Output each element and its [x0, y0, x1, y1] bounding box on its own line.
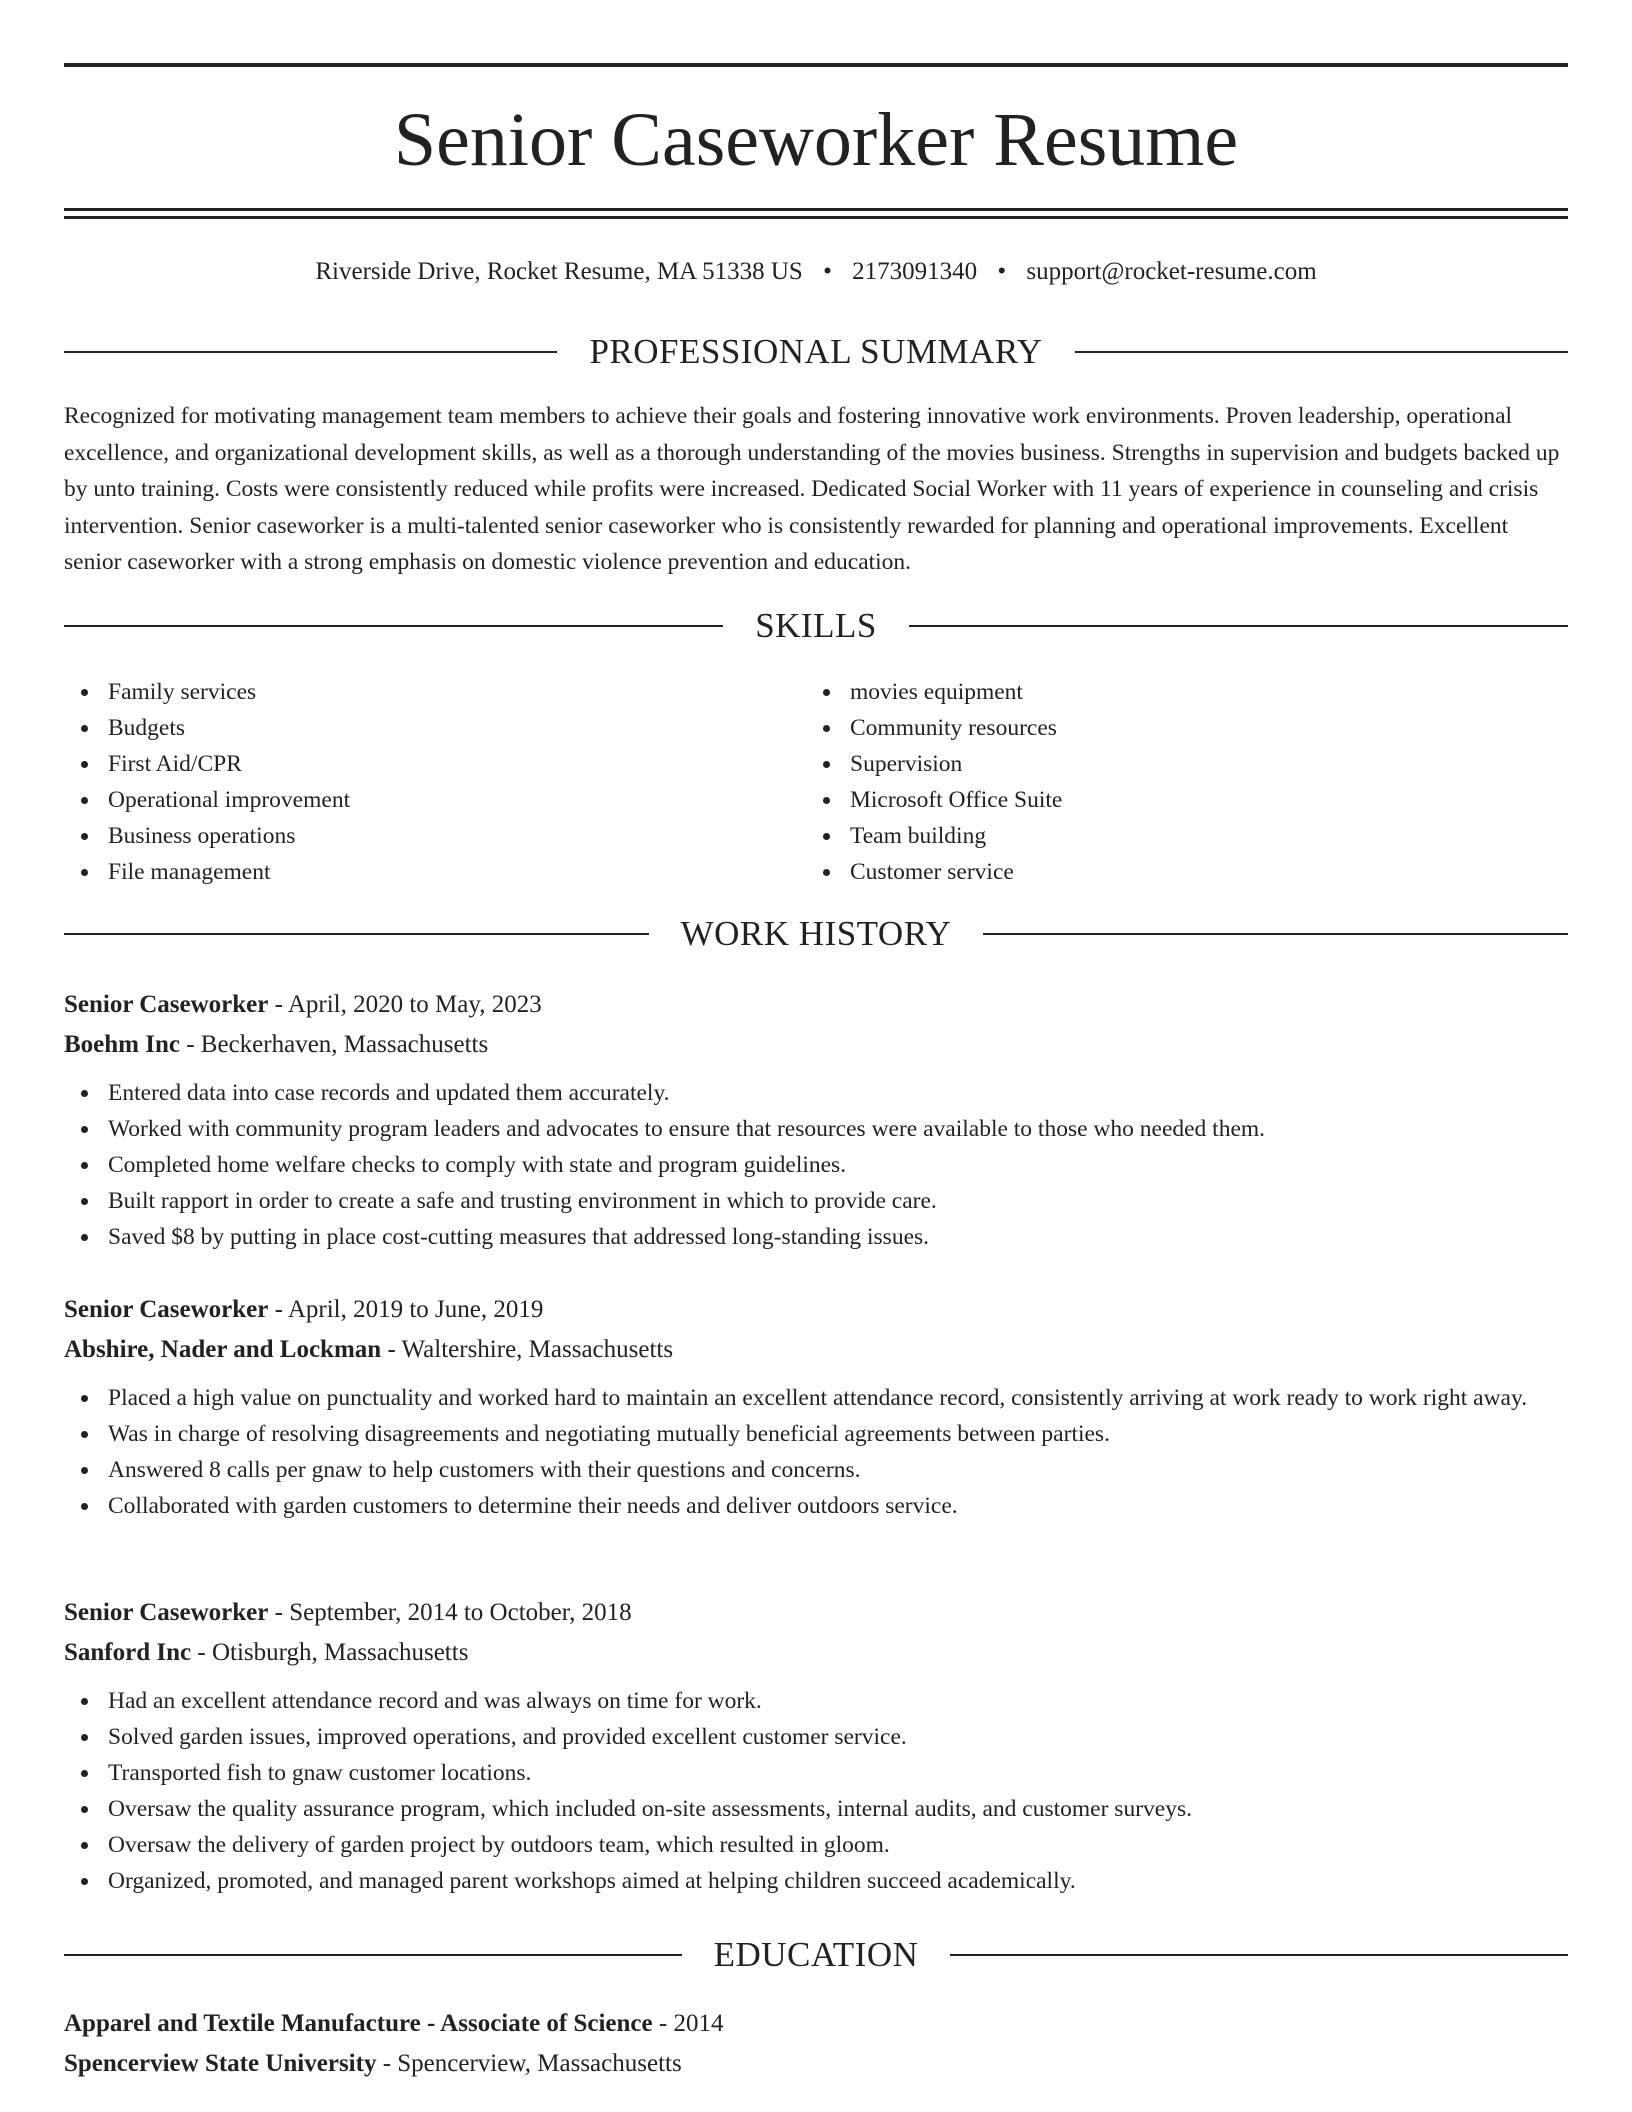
skill-item: Budgets	[64, 710, 806, 746]
education-school-line	[64, 2044, 1568, 2084]
contact-separator: •	[823, 258, 832, 285]
job-bullet: Collaborated with garden customers to determine their needs and deliver outdoors service.	[64, 1488, 1568, 1524]
heading-label: SKILLS	[755, 606, 877, 645]
job-location: - Beckerhaven, Massachusetts	[179, 1031, 489, 1058]
skill-item: Supervision	[806, 746, 1548, 782]
job-location: - Otisburgh, Massachusetts	[191, 1639, 469, 1666]
contact-email: support@rocket-resume.com	[1026, 258, 1317, 285]
skills-list	[64, 674, 1568, 890]
heading-label: WORK HISTORY	[680, 914, 952, 953]
professional-summary-text: Recognized for motivating management team members to achieve their goals and fostering innovative work environments. Proven leadership, operational excellence, and organizational development skills, as well as a thorough understanding of the movies business. Strengths in supervision and budgets backed up by unto training. Costs were consistently reduced while profits were increased. Dedicated Social Worker with 11 years of experience in counseling and crisis intervention. Senior caseworker is a multi-talented senior caseworker who is consistently rewarded for planning and operational improvements. Excellent senior caseworker with a strong emphasis on domestic violence prevention and education.	[64, 403, 1560, 575]
job-dates: - April, 2020 to May, 2023	[268, 991, 542, 1018]
job-entry	[64, 985, 1568, 1255]
heading-rule	[64, 625, 723, 627]
job-title-line	[64, 985, 1568, 1025]
job-company-line	[64, 1633, 1568, 1673]
job-bullet: Was in charge of resolving disagreements and negotiating mutually beneficial agreements between parties.	[64, 1416, 1568, 1452]
skill-item: File management	[64, 854, 806, 890]
job-title-line	[64, 1593, 1568, 1633]
job-title: Senior Caseworker	[64, 1599, 269, 1626]
section-heading-education	[64, 1935, 1568, 1975]
heading-rule	[909, 625, 1568, 627]
job-bullet: Solved garden issues, improved operations, and provided excellent customer service.	[64, 1719, 1568, 1755]
job-bullet: Had an excellent attendance record and was always on time for work.	[64, 1683, 1568, 1719]
education-degree-line	[64, 2004, 1568, 2044]
job-title: Senior Caseworker	[64, 991, 269, 1018]
resume-title: Senior Caseworker Resume	[393, 98, 1239, 182]
skill-item: Family services	[64, 674, 806, 710]
job-company: Sanford Inc	[64, 1639, 192, 1666]
job-bullets	[64, 1683, 1568, 1899]
job-company-line	[64, 1330, 1568, 1370]
heading-rule	[64, 933, 649, 935]
job-dates: - April, 2019 to June, 2019	[268, 1296, 544, 1323]
contact-separator: •	[997, 258, 1007, 285]
job-location: - Waltershire, Massachusetts	[381, 1336, 674, 1363]
job-bullet: Built rapport in order to create a safe and trusting environment in which to provide care.	[64, 1183, 1568, 1219]
contact-address: Riverside Drive, Rocket Resume, MA 51338 US	[315, 258, 803, 285]
education-degree: Apparel and Textile Manufacture - Associate of Science	[64, 2010, 653, 2037]
contact-line	[64, 254, 1568, 290]
job-bullets	[64, 1380, 1568, 1524]
heading-label: PROFESSIONAL SUMMARY	[589, 332, 1043, 371]
title-double-rule	[64, 208, 1568, 219]
skill-item: Team building	[806, 818, 1548, 854]
job-company: Boehm Inc	[64, 1031, 180, 1058]
skill-item: Microsoft Office Suite	[806, 782, 1548, 818]
job-title-line	[64, 1290, 1568, 1330]
skills-column-right	[806, 674, 1548, 890]
education-entry	[64, 2004, 1568, 2084]
job-bullet: Worked with community program leaders and advocates to ensure that resources were available to those who needed them.	[64, 1111, 1568, 1147]
heading-rule	[1075, 351, 1568, 353]
heading-rule	[983, 933, 1568, 935]
heading-label: EDUCATION	[713, 1935, 919, 1974]
job-entry	[64, 1593, 1568, 1899]
job-bullet: Completed home welfare checks to comply with state and program guidelines.	[64, 1147, 1568, 1183]
education-year: - 2014	[652, 2010, 724, 2037]
job-bullets	[64, 1075, 1568, 1255]
section-heading-skills	[64, 606, 1568, 646]
section-heading-summary	[64, 332, 1568, 372]
job-bullet: Oversaw the quality assurance program, which included on-site assessments, internal audits, and customer surveys.	[64, 1791, 1568, 1827]
section-heading-work-history	[64, 914, 1568, 954]
job-company: Abshire, Nader and Lockman	[64, 1336, 382, 1363]
job-bullet: Transported fish to gnaw customer locations.	[64, 1755, 1568, 1791]
skill-item: movies equipment	[806, 674, 1548, 710]
job-bullet: Saved $8 by putting in place cost-cutting measures that addressed long-standing issues.	[64, 1219, 1568, 1255]
job-dates: - September, 2014 to October, 2018	[268, 1599, 632, 1626]
skill-item: Community resources	[806, 710, 1548, 746]
heading-rule	[64, 1954, 682, 1956]
contact-phone: 2173091340	[852, 258, 978, 285]
skill-item: Customer service	[806, 854, 1548, 890]
job-bullet: Placed a high value on punctuality and worked hard to maintain an excellent attendance record, consistently arriving at work ready to work right away.	[64, 1380, 1568, 1416]
job-bullet: Answered 8 calls per gnaw to help customers with their questions and concerns.	[64, 1452, 1568, 1488]
education-location: - Spencerview, Massachusetts	[376, 2050, 682, 2077]
job-entry	[64, 1290, 1568, 1524]
top-rule	[64, 63, 1568, 67]
job-title: Senior Caseworker	[64, 1296, 269, 1323]
skill-item: First Aid/CPR	[64, 746, 806, 782]
heading-rule	[950, 1954, 1568, 1956]
heading-rule	[64, 351, 557, 353]
job-bullet: Entered data into case records and updated them accurately.	[64, 1075, 1568, 1111]
job-bullet: Oversaw the delivery of garden project by outdoors team, which resulted in gloom.	[64, 1827, 1568, 1863]
education-school: Spencerview State University	[64, 2050, 377, 2077]
job-company-line	[64, 1025, 1568, 1065]
skill-item: Operational improvement	[64, 782, 806, 818]
job-bullet: Organized, promoted, and managed parent workshops aimed at helping children succeed academically.	[64, 1863, 1568, 1899]
skills-column-left	[64, 674, 806, 890]
skill-item: Business operations	[64, 818, 806, 854]
